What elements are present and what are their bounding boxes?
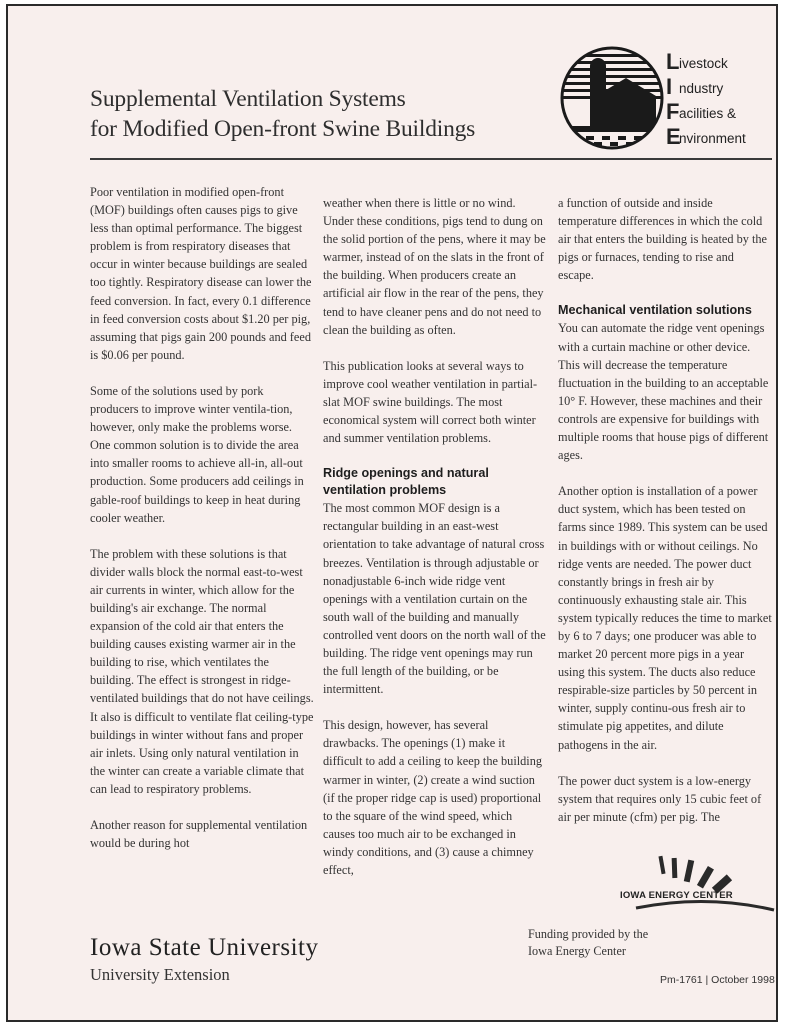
title-line-1: Supplemental Ventilation Systems — [90, 86, 406, 112]
paragraph: The power duct system is a low-energy system that requires only 15 cubic feet of air per minute (cfm) per pig. The — [558, 773, 762, 824]
paragraph: weather when there is little or no wind. Under these conditions, pigs tend to dung on the solid portion of the pens, where it may be warmer, instead of on the slats in the front of the building. When producers create an artificial air flow in the rear of the pens, they tend to have cleaner pens and do not need to clean the building as often. — [323, 196, 546, 337]
university-name: Iowa State University — [90, 934, 319, 961]
publication-info: Pm-1761 | October 1998 — [660, 974, 775, 986]
life-row-environment: E nvironment — [666, 124, 746, 149]
paragraph: Some of the solutions used by pork producers to improve winter ventila-tion, however, only make the problems worse. One common solution is to divide the area into smaller rooms to achieve all-in, all-out production. Some producers add ceilings in gable-roof buildings to keep in heat during cooler weather. — [90, 383, 304, 525]
document-page — [6, 4, 778, 1022]
text-column-3 — [558, 194, 772, 844]
funding-note — [528, 926, 648, 960]
header-divider — [90, 158, 772, 160]
section-heading-mechanical-ventilation: Mechanical ventilation solutions — [558, 303, 752, 318]
life-row-facilities: F acilities & — [666, 99, 737, 124]
paragraph: Another reason for supplemental ventilation would be during hot — [90, 818, 308, 851]
life-logo-text — [666, 48, 786, 148]
paragraph: The most common MOF design is a rectangular building in an east-west orientation to take advantage of natural cross breezes. Ventilation is through adjustable or nonadjustable 6-inch wide ridge vent openings with a ventilation curtain on the south wall of the building and manually controlled vent doors on the north wall of the building. The ridge vent openings may run the full length of the building, or be intermittent. — [323, 501, 546, 697]
iowa-energy-center-logo-icon — [612, 852, 782, 922]
paragraph: a function of outside and inside temperature differences in which the cold air that enters the building is heated by the pigs or furnaces, tending to rise and escape. — [558, 196, 767, 283]
life-row-industry: I ndustry — [666, 74, 724, 99]
text-column-1 — [90, 183, 314, 870]
energy-center-name: IOWA ENERGY CENTER — [620, 890, 733, 901]
page-title — [90, 84, 550, 144]
university-extension: University Extension — [90, 965, 230, 984]
paragraph: Another option is installation of a power duct system, which has been tested on farms since 1989. This system can be used in buildings with or without ceilings. No ridge vents are needed. The power duct constantly brings in fresh air by continuously exhausting stale air. This system typically reduces the time to market by 6 to 7 days; one producer was able to market 20 percent more pigs in a year using this system. The ducts also reduce respirable-size particles by 50 percent in winter, supply continu-ous fresh air to stimulate pig appetites, and dilute pathogens in the air. — [558, 484, 772, 752]
life-row-livestock: L ivestock — [666, 49, 728, 74]
paragraph: This design, however, has several drawbacks. The openings (1) make it difficult to add a ceiling to keep the building warmer in winter, (2) create a wind suction (if the proper ridge cap is used) proportional to the square of the wind speed, which causes too much air to be exchanged in windy conditions, and (3) cause a chimney effect, — [323, 718, 543, 877]
barn-silo-logo-icon — [560, 46, 664, 150]
paragraph: The problem with these solutions is that divider walls block the normal east-to-west air currents in winter, which allow for the building's air exchange. The normal expansion of the cold air that enters the building causes existing warmer air in the building to rise, which ventilates the building. The effect is strongest in ridge-ventilated buildings that do not have ceilings. It also is difficult to ventilate flat ceiling-type buildings in winter without fans and proper air inlets. Using only natural ventilation in the winter can create a variable climate that can lead to respiratory problems. — [90, 546, 314, 796]
paragraph: Poor ventilation in modified open-front (MOF) buildings often causes pigs to give less than optimal performance. The biggest problem is from respiratory diseases that occur in winter because buildings are sealed too tightly. Respiratory disease can lower the feed conversion. In fact, every 0.1 difference in feed conversion costs about $1.20 per pig, assuming that pigs gain 200 pounds and feed is $0.06 per pound. — [90, 185, 312, 362]
section-heading-ridge-openings: Ridge openings and natural ventilation problems — [323, 466, 489, 498]
funding-line-1: Funding provided by the — [528, 927, 649, 941]
paragraph: You can automate the ridge vent openings with a curtain machine or other device. This will decrease the temperature fluctuation in the building to an acceptable 10° F. However, these machines and their controls are expensive for buildings with multiple rooms that house pigs of different ages. — [558, 321, 769, 463]
funding-line-2: Iowa Energy Center — [528, 944, 626, 958]
title-line-2: for Modified Open-front Swine Buildings — [90, 116, 476, 142]
text-column-2 — [323, 194, 547, 897]
paragraph: This publication looks at several ways to improve cool weather ventilation in partial-slat MOF swine buildings. The most economical system will correct both winter and summer ventilation problems. — [323, 358, 538, 446]
